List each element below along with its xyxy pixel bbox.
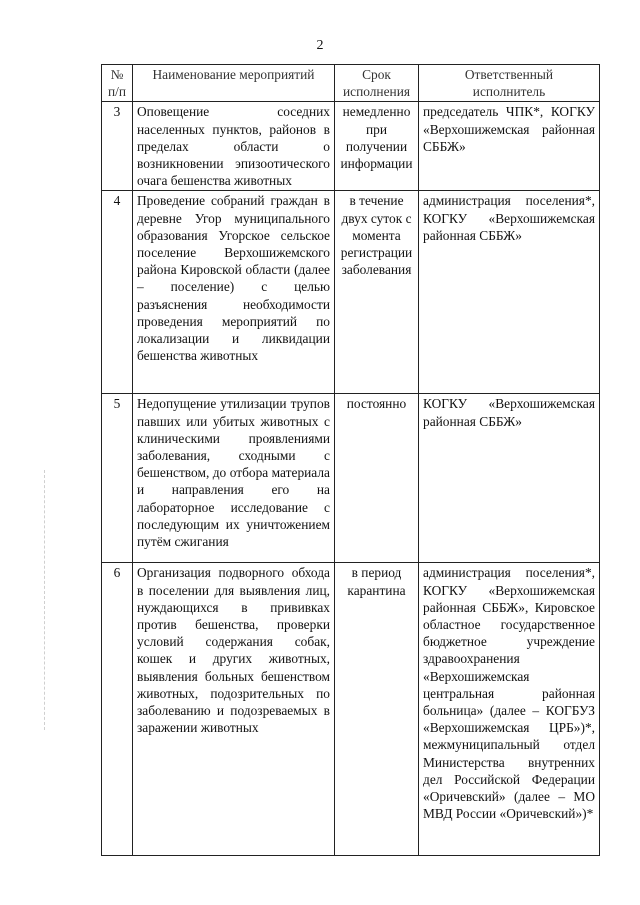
- header-name: Наименование мероприятий: [133, 65, 335, 102]
- scan-margin-line: [44, 470, 45, 730]
- table-row: [102, 394, 600, 563]
- table-row: [102, 102, 600, 191]
- header-responsible-line1: Ответственный: [464, 67, 554, 82]
- row-num: 4: [102, 191, 133, 394]
- row-term: в период карантина: [335, 563, 419, 856]
- measures-table: [101, 64, 600, 856]
- header-term: [335, 65, 419, 102]
- row-term: немедленно при получении информации: [335, 102, 419, 191]
- row-responsible: администрация поселения*, КОГКУ «Верхошижемская районная СББЖ», Кировское областное государственное бюджетное учреждение здравоохранения «Верхошижемская центральная районная больница» (далее – КОГБУЗ «Верхошижемская ЦРБ»)*, межмуниципальный отдел Министерства внутренних дел Российской Федерации «Оричевский» (далее – МО МВД России «Оричевский»)*: [419, 563, 600, 856]
- header-responsible-line2: исполнитель: [472, 84, 546, 100]
- row-term: в течение двух суток с момента регистрации заболевания: [335, 191, 419, 394]
- header-term-line1: Срок: [362, 67, 391, 82]
- header-num-line1: №: [110, 67, 124, 82]
- header-num-line2: п/п: [107, 84, 127, 100]
- row-measure: Организация подворного обхода в поселении для выявления лиц, нуждающихся в прививках против бешенства, проверки условий содержания собак, кошек и других животных, выявления больных бешенством животных, подозрительных по заболеванию и подозреваемых в заражении животных: [133, 563, 335, 856]
- row-responsible: администрация поселения*, КОГКУ «Верхошижемская районная СББЖ»: [419, 191, 600, 394]
- table-row: [102, 191, 600, 394]
- row-measure: Оповещение соседних населенных пунктов, районов в пределах области о возникновении эпизоотического очага бешенства животных: [133, 102, 335, 191]
- row-responsible: председатель ЧПК*, КОГКУ «Верхошижемская районная СББЖ»: [419, 102, 600, 191]
- header-responsible: [419, 65, 600, 102]
- row-term: постоянно: [335, 394, 419, 563]
- header-num: [102, 65, 133, 102]
- header-term-line2: исполнения: [342, 84, 411, 100]
- row-responsible: КОГКУ «Верхошижемская районная СББЖ»: [419, 394, 600, 563]
- row-measure: Проведение собраний граждан в деревне Угор муниципального образования Угорское сельское поселение Верхошижемского района Кировской области (далее – поселение) с целью разъяснения необходимости проведения мероприятий по локализации и ликвидации бешенства животных: [133, 191, 335, 394]
- table-row: [102, 563, 600, 856]
- row-num: 3: [102, 102, 133, 191]
- page-number: 2: [316, 38, 324, 53]
- row-num: 6: [102, 563, 133, 856]
- table-header-row: [102, 65, 600, 102]
- row-measure: Недопущение утилизации трупов павших или убитых животных с клиническими проявлениями заболевания, сходными с бешенством, до отбора материала и направления его на лабораторное исследование с последующим их уничтожением путём сжигания: [133, 394, 335, 563]
- row-num: 5: [102, 394, 133, 563]
